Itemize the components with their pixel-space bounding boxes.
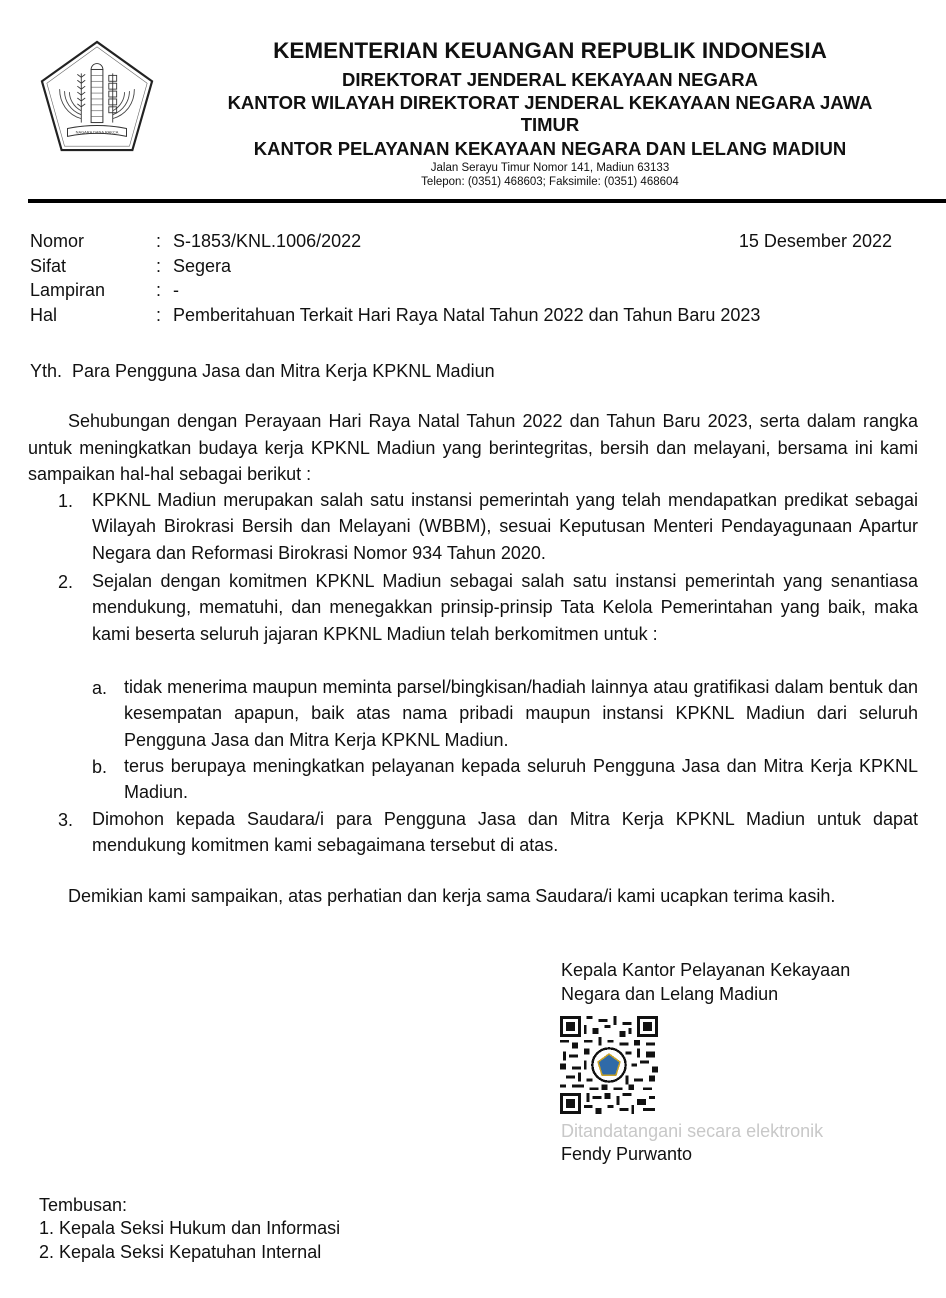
meta-colon: :: [156, 305, 162, 325]
regional-office-line1: KANTOR WILAYAH DIREKTORAT JENDERAL KEKAYAAN NEGARA JAWA: [227, 92, 873, 113]
list-item: Sejalan dengan komitmen KPKNL Madiun sebagai salah satu instansi pemerintah yang senantiasa mendukung, mematuhi, dan menegakkan prinsip-prinsip Tata Kelola Pemerintahan yang baik, maka kami beserta seluruh jajaran KPKNL Madiun telah berkomitmen untuk :: [92, 571, 918, 644]
letterhead-divider: [28, 199, 946, 203]
list-item: Dimohon kepada Saudara/i para Pengguna Jasa dan Mitra Kerja KPKNL Madiun untuk dapat mendukung komitmen kami sebagaimana tersebut di atas.: [92, 809, 918, 856]
sub-list-item: terus berupaya meningkatkan pelayanan kepada seluruh Pengguna Jasa dan Mitra Kerja KPKNL Madiun.: [124, 756, 918, 803]
logo-motto: NAGARA DANA RAKCA: [75, 129, 119, 135]
intro-paragraph: Sehubungan dengan Perayaan Hari Raya Natal Tahun 2022 dan Tahun Baru 2023, serta dalam rangka untuk meningkatkan budaya kerja KPKNL Madiun yang berintegritas, bersih dan melayani, bersama ini kami sampaikan hal-hal sebagai berikut :: [28, 411, 918, 485]
cc-heading: Tembusan:: [39, 1195, 128, 1215]
meta-value: -: [173, 280, 179, 300]
letter-date: 15 Desember 2022: [738, 231, 892, 251]
item-number: 3.: [58, 810, 74, 830]
office-address: Jalan Serayu Timur Nomor 141, Madiun 63133: [430, 162, 670, 174]
meta-value: Pemberitahuan Terkait Hari Raya Natal Tahun 2022 dan Tahun Baru 2023: [173, 305, 761, 325]
meta-colon: :: [156, 280, 162, 300]
signatory-name: Fendy Purwanto: [561, 1144, 693, 1164]
regional-office-line2: TIMUR: [520, 114, 580, 135]
cc-item: 1. Kepala Seksi Hukum dan Informasi: [39, 1218, 341, 1238]
signatory-title-line2: Negara dan Lelang Madiun: [561, 984, 779, 1004]
meta-label: Nomor: [30, 231, 85, 251]
office-contact: Telepon: (0351) 468603; Faksimile: (0351) 468604: [421, 176, 679, 188]
sub-list-item: tidak menerima maupun meminta parsel/bingkisan/hadiah lainnya atau gratifikasi dalam bentuk dan kesempatan apapun, baik atas nama pribadi maupun instansi KPKNL Madiun dari seluruh Pengguna Jasa dan Mitra Kerja KPKNL Madiun.: [124, 677, 918, 750]
item-number: 2.: [58, 572, 74, 592]
ministry-emblem-logo: [38, 38, 156, 156]
electronic-signature-note: Ditandatangani secara elektronik: [561, 1121, 824, 1141]
meta-value: S-1853/KNL.1006/2022: [173, 231, 362, 251]
closing-paragraph: Demikian kami sampaikan, atas perhatian dan kerja sama Saudara/i kami ucapkan terima kasih.: [68, 886, 836, 906]
meta-label: Lampiran: [30, 280, 106, 300]
list-item: KPKNL Madiun merupakan salah satu instansi pemerintah yang telah mendapatkan predikat sebagai Wilayah Birokrasi Bersih dan Melayani (WBBM), sesuai Keputusan Menteri Pendayagunaan Apartur Negara dan Reformasi Birokrasi Nomor 934 Tahun 2020.: [92, 490, 918, 563]
cc-item: 2. Kepala Seksi Kepatuhan Internal: [39, 1242, 322, 1262]
subitem-letter: a.: [92, 678, 108, 698]
meta-colon: :: [156, 231, 162, 251]
ministry-name: KEMENTERIAN KEUANGAN REPUBLIK INDONESIA: [273, 38, 827, 63]
signatory-title-line1: Kepala Kantor Pelayanan Kekayaan: [561, 960, 851, 980]
meta-value: Segera: [173, 256, 232, 276]
meta-label: Sifat: [30, 256, 67, 276]
directorate-name: DIREKTORAT JENDERAL KEKAYAAN NEGARA: [342, 69, 758, 90]
item-number: 1.: [58, 491, 74, 511]
qr-code-icon: [560, 1016, 658, 1114]
meta-label: Hal: [30, 305, 58, 325]
office-name: KANTOR PELAYANAN KEKAYAAN NEGARA DAN LELANG MADIUN: [253, 138, 847, 159]
meta-colon: :: [156, 256, 162, 276]
subitem-letter: b.: [92, 757, 108, 777]
recipient: Yth. Para Pengguna Jasa dan Mitra Kerja KPKNL Madiun: [30, 361, 495, 381]
